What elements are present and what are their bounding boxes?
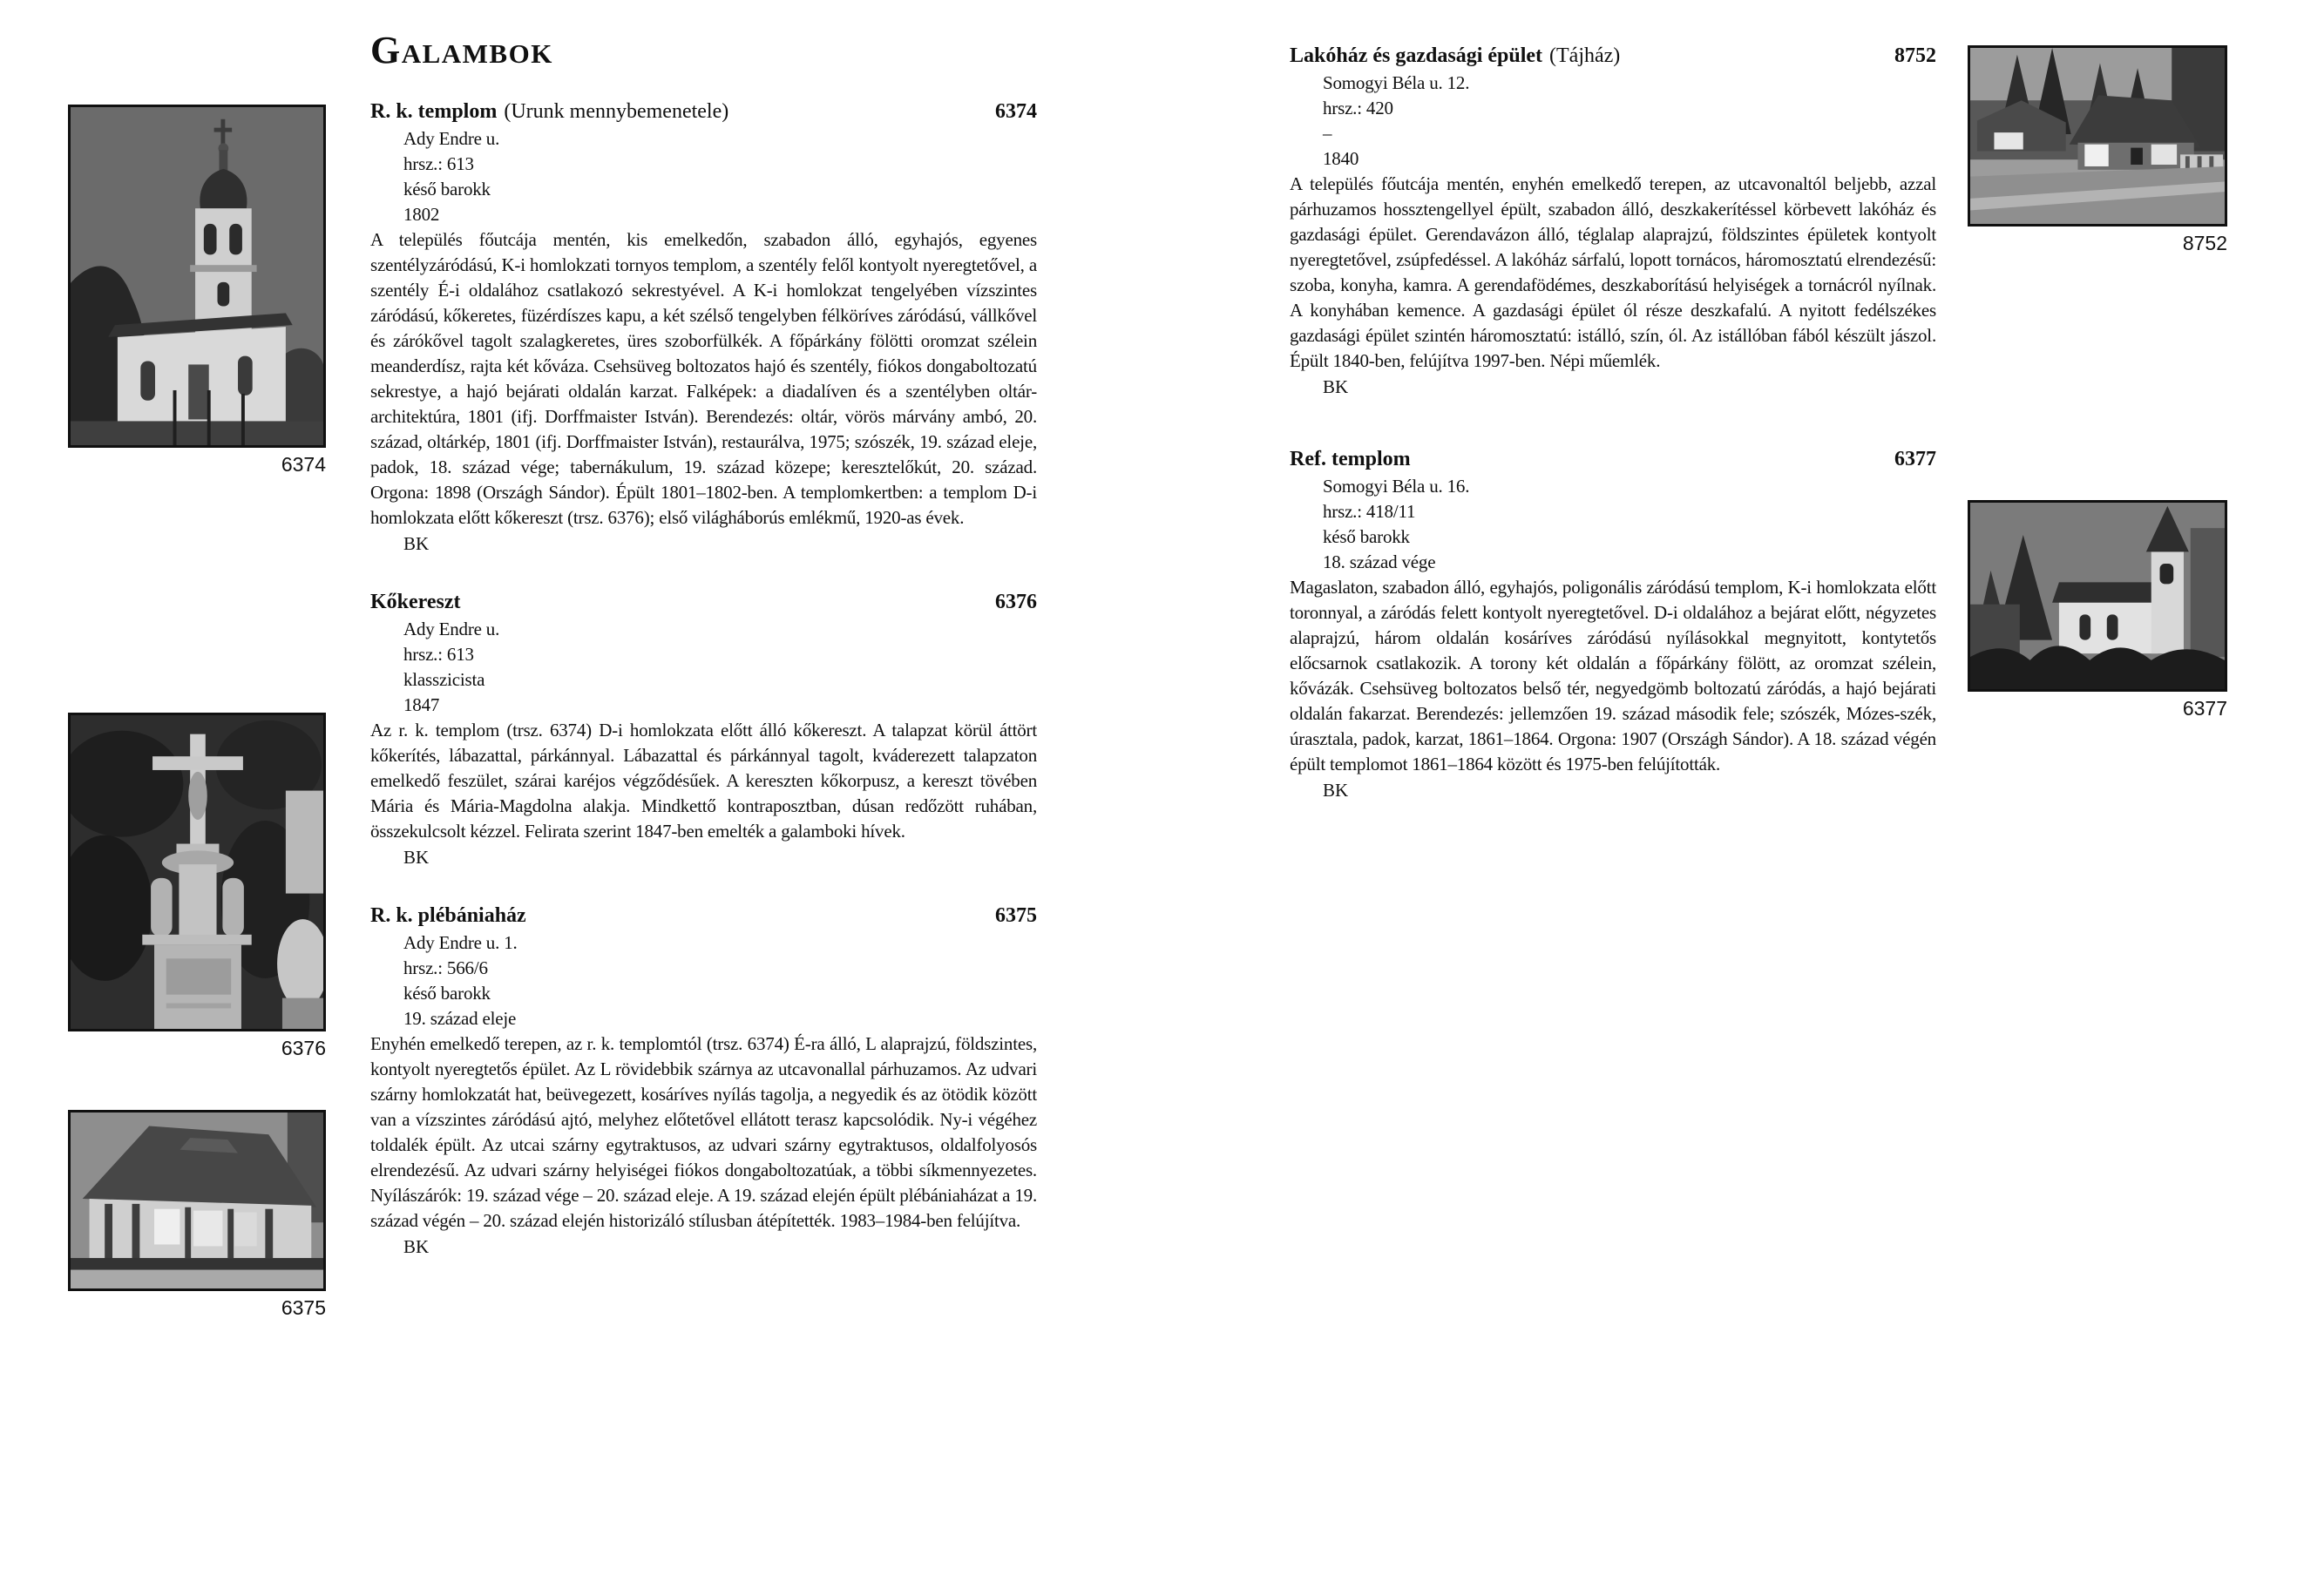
stone-cross-illustration: [71, 715, 323, 1029]
entry-title: [370, 902, 526, 930]
entry-author-initials: BK: [1323, 780, 1349, 801]
entry-parcel: hrsz.: 420: [1323, 98, 1393, 118]
entry-title-main: Ref. templom: [1290, 448, 1411, 470]
entry-number: 8752: [1894, 44, 1936, 67]
parish-house-illustration: [71, 1112, 323, 1288]
church-tower-photo: [68, 105, 326, 448]
photo-caption: 6375: [281, 1296, 326, 1319]
entry-date: 1840: [1323, 148, 1359, 169]
church-illustration: [71, 107, 323, 445]
farmhouse-illustration: [1970, 48, 2225, 224]
entry-number: 6374: [995, 100, 1037, 123]
entry-address: Somogyi Béla u. 16.: [1323, 476, 1470, 497]
entry-address: Ady Endre u.: [403, 128, 500, 149]
entry-address: Ady Endre u. 1.: [403, 932, 518, 953]
left-text-column: [370, 0, 1037, 1291]
entry-parcel: hrsz.: 613: [403, 153, 474, 174]
photo-ref-templom: [1968, 500, 2227, 720]
entry-title-main: R. k. templom: [370, 100, 498, 123]
right-text-column: [1290, 0, 1936, 835]
entry-address: Ady Endre u.: [403, 619, 500, 639]
entry-ref-templom: [1290, 445, 1936, 803]
entry-date: 1847: [403, 694, 440, 715]
entry-date: 18. század vége: [1323, 551, 1436, 572]
page-heading: Galambok: [370, 29, 553, 71]
entry-title: [370, 98, 728, 126]
entry-title-main: Kőkereszt: [370, 591, 461, 613]
entry-author-initials: BK: [1323, 376, 1349, 397]
entry-author-initials: BK: [403, 847, 430, 868]
entry-description: Magaslaton, szabadon álló, egyhajós, poligonális záródású templom, K-i homlokzata előtt toronnyal, a záródás felett kontyolt nyeregtetővel. D-i oldalához a bejárat előtt, négyzetes alaprajzú, három oldalán kosáríves záródású nyílásokkal megnyitott, kontytetős előcsarnok csatlakozik. A torony két oldalán a főpárkány fölött, az oromzat szélein, kővázák. Csehsüveg boltozatos belső tér, negyedgömb boltozatú záródás, a hajó bejárati oldalán fakarzat. Berendezés: jellemzően 19. század második fele; szószék, Mózes-szék, úrasztala, padok, karzat, 1861–1864. Orgona: 1907 (Országh Sándor). A 18. század végén épült templomot 1861–1864 között és 1975-ben felújították.: [1290, 577, 1936, 774]
entry-number: 6377: [1894, 448, 1936, 470]
photo-plebaniahaz: [68, 1110, 326, 1320]
entry-title-main: R. k. plébániaház: [370, 904, 526, 927]
photo-caption: 6377: [2182, 697, 2227, 720]
photo-tajhaz: [1968, 45, 2227, 255]
photo-kokereszt: [68, 713, 326, 1060]
entry-description: A település főutcája mentén, enyhén emelkedő terepen, az utcavonaltól beljebb, azzal párhuzamos hossztengellyel épült, szabadon álló, deszkakerítéssel körbevett lakóház és gazdasági épület. Gerendavázon álló, téglalap alaprajzú, földszintes épületek kontyolt nyeregtetővel, zsúpfedéssel. A lakóház sárfalú, lopott tornácos, háromosztatú elrendezésű: szoba, konyha, kamra. A gerendafödémes, deszkaborítású helyiségek a tornácról nyílnak. A konyhában kemence. A gazdasági épület ól része deszkafalú. A nyitott fedélszékes gazdasági épület szintén háromosztatú: istálló, szín, ól. Az istállóban fából készült jászol. Épült 1840-ben, felújítva 1997-ben. Népi műemlék.: [1290, 173, 1936, 371]
entry-style: klasszicista: [403, 669, 485, 690]
entry-meta: [1323, 474, 1936, 575]
entry-title-subtitle: (Urunk mennybemenetele): [504, 100, 729, 123]
stone-cross-photo: [68, 713, 326, 1031]
entry-description: Az r. k. templom (trsz. 6374) D-i homlokzata előtt álló kőkereszt. A talapzat körül áttört kőkerítés, lábazattal, párkánnyal. Lábazattal és párkánnyal tagolt, kváderezett talapzaton emelkedő feszület, szárai karéjos végződésűek. A kereszten kőkorpusz, a kereszt tövében Mária és Mária-Magdolna alakja. Mindkettő kontraposztban, dúsan redőzött ruhában, összekulcsolt kézzel. Felirata szerint 1847-ben emelték a galamboki hívek.: [370, 720, 1037, 842]
entry-header: [370, 902, 1037, 930]
entry-author-initials: BK: [403, 533, 430, 554]
entry-description: Enyhén emelkedő terepen, az r. k. templomtól (trsz. 6374) É-ra álló, L alaprajzú, földszintes, kontyolt nyeregtetős épület. Az L rövidebbik szárnya az utcavonallal párhuzamos. Az udvari szárny homlokzatát hat, beüvegezett, kosáríves nyílás tagolja, a negyedik és az ötödik között van a vízszintes záródású ajtó, melyhez előtetővel ellátott terasz kapcsolódik. Ny-i végéhez toldalék épült. Az utcai szárny egytraktusos, az udvari szárny egytraktusos, oldalfolyosós elrendezésű. Az udvari szárny helyiségei fiókos dongaboltozatúak, a többi síkmennyezetes. Nyílászárók: 19. század vége – 20. század eleje. A 19. század elején épült plébániaházat a 19. század végén – 20. század elején historizáló stílusban átépítették. 1983–1984-ben felújítva.: [370, 1033, 1037, 1231]
photo-caption: 6374: [281, 453, 326, 476]
entry-plebaniahaz: [370, 902, 1037, 1260]
entry-title: [1290, 42, 1620, 71]
entry-meta: [403, 617, 1037, 718]
entry-parcel: hrsz.: 418/11: [1323, 501, 1416, 522]
entry-date: 1802: [403, 204, 440, 225]
entry-date: 19. század eleje: [403, 1008, 517, 1029]
entry-parcel: hrsz.: 613: [403, 644, 474, 665]
entry-parcel: hrsz.: 566/6: [403, 957, 488, 978]
entry-header: [370, 98, 1037, 126]
parish-house-photo: [68, 1110, 326, 1291]
entry-header: [370, 588, 1037, 617]
entry-meta: [403, 126, 1037, 227]
ref-church-illustration: [1970, 503, 2225, 689]
entry-style: késő barokk: [403, 983, 491, 1004]
entry-meta: [403, 930, 1037, 1031]
entry-title: [370, 588, 461, 617]
entry-rk-templom: [370, 98, 1037, 557]
entry-header: [1290, 445, 1936, 474]
entry-author-initials: BK: [403, 1236, 430, 1257]
photo-caption: 6376: [281, 1037, 326, 1059]
photo-rk-templom: [68, 105, 326, 477]
photo-caption: 8752: [2182, 232, 2227, 254]
ref-church-photo: [1968, 500, 2227, 692]
entry-address: Somogyi Béla u. 12.: [1323, 72, 1470, 93]
entry-style: késő barokk: [403, 179, 491, 200]
entry-description: A település főutcája mentén, kis emelkedőn, szabadon álló, egyhajós, egyenes szentélyzáródású, K-i homlokzati tornyos templom, a szentély felől kontyolt nyeregtetővel, a szentély É-i oldalához csatlakozó sekrestyével. A K-i homlokzat tengelyében vízszintes záródású, kőkeretes, füzérdíszes kapu, a két szélső tengelyben félköríves záródású, vállkővel és zárókővel tagolt szalagkeretes, üres szoborfülkék. A főpárkány fölötti oromzat szélein meanderdísz, rajta két kőváza. Csehsüveg boltozatos hajó és szentély, fiókos dongaboltozatú sekrestye, a hajó bejárati oldalán karzat. Falképek: a diadalíven és a szentélyben oltár-architektúra, 1801 (ifj. Dorffmaister István). Berendezés: oltár, vörös márvány ambó, 20. század, oltárkép, 1801 (ifj. Dorffmaister István), restaurálva, 1975; szószék, 19. század eleje, padok, 18. század vége; tabernákulum, 19. század közepe; keresztelőkút, 20. század. Orgona: 1898 (Országh Sándor). Épült 1801–1802-ben. A templomkertben: a templom D-i homlokzata előtt kőkereszt (trsz. 6376); első világháborús emlékmű, 1920-as évek.: [370, 229, 1037, 528]
entry-title-subtitle: (Tájház): [1549, 44, 1621, 67]
entry-number: 6375: [995, 904, 1037, 927]
entry-kokereszt: [370, 588, 1037, 870]
entry-header: [1290, 42, 1936, 71]
thatched-farmhouse-photo: [1968, 45, 2227, 227]
entry-number: 6376: [995, 591, 1037, 613]
entry-style: –: [1323, 123, 1332, 144]
entry-style: késő barokk: [1323, 526, 1410, 547]
entry-tajhaz: [1290, 42, 1936, 400]
entry-meta: [1323, 71, 1936, 172]
entry-title-main: Lakóház és gazdasági épület: [1290, 44, 1543, 67]
entry-title: [1290, 445, 1411, 474]
